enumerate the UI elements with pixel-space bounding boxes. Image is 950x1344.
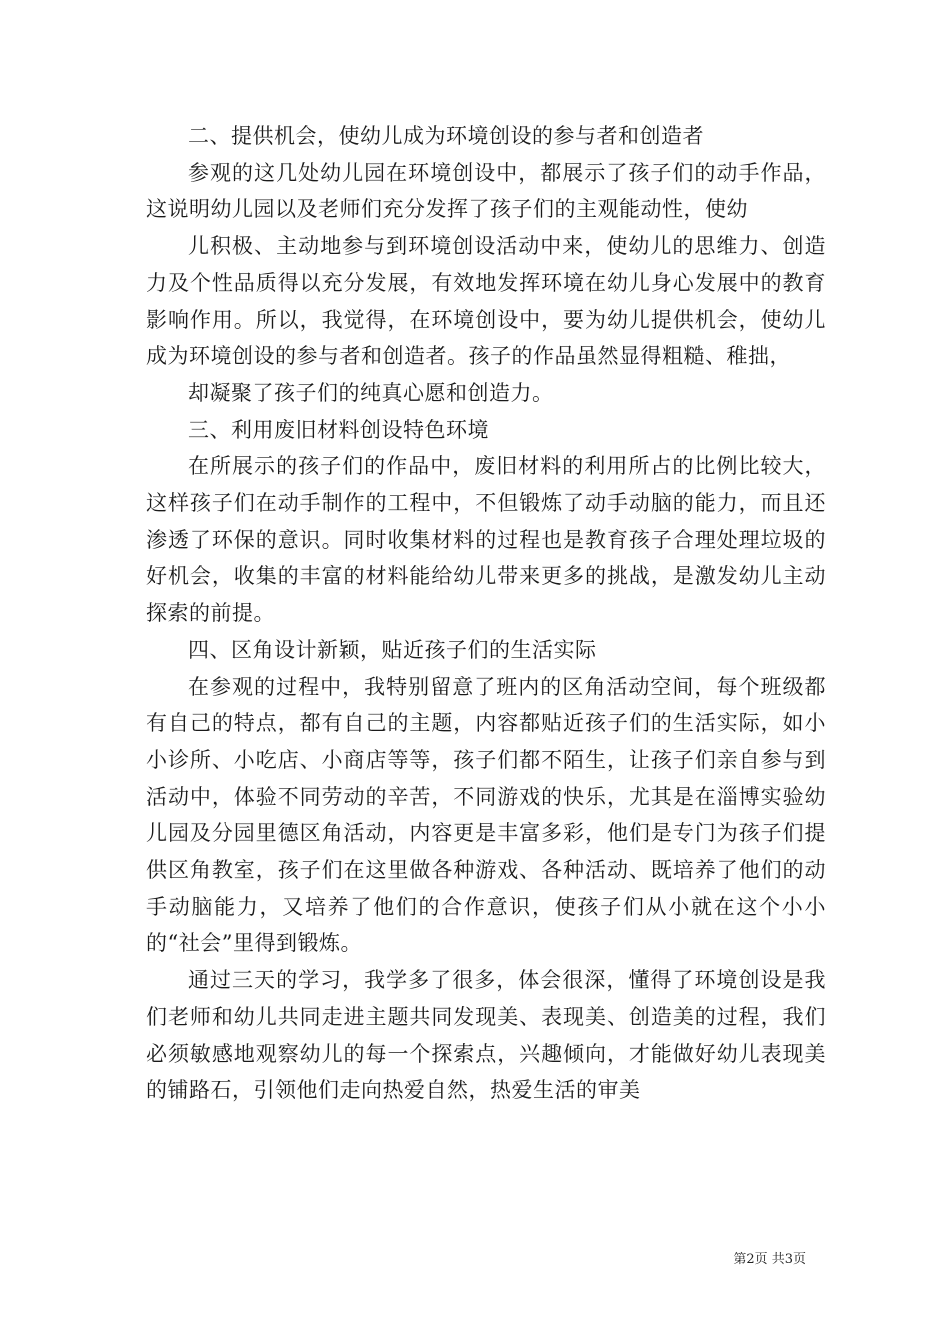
paragraph: 儿积极、主动地参与到环境创设活动中来，使幼儿的思维力、创造力及个性品质得以充分发展，有效地发挥环境在幼儿身心发展中的教育影响作用。所以，我觉得，在环境创设中，要为幼儿提供机会，使幼儿成为环境创设的参与者和创造者。孩子的作品虽然显得粗糙、稚拙， [146, 234, 826, 369]
document-body [146, 118, 826, 1109]
heading-section-2: 二、提供机会，使幼儿成为环境创设的参与者和创造者 [188, 124, 704, 148]
paragraph: 在所展示的孩子们的作品中，废旧材料的利用所占的比例比较大，这样孩子们在动手制作的工程中，不但锻炼了动手动脑的能力，而且还渗透了环保的意识。同时收集材料的过程也是教育孩子合理处理垃圾的好机会，收集的丰富的材料能给幼儿带来更多的挑战，是激发幼儿主动探索的前提。 [146, 454, 826, 626]
paragraph: 却凝聚了孩子们的纯真心愿和创造力。 [188, 380, 554, 405]
page-number: 第2页 共3页 [733, 1252, 806, 1267]
paragraph: 参观的这几处幼儿园在环境创设中，都展示了孩子们的动手作品，这说明幼儿园以及老师们充分发挥了孩子们的主观能动性，使幼 [146, 160, 826, 222]
heading-section-4: 四、区角设计新颖，贴近孩子们的生活实际 [188, 637, 597, 662]
heading-section-3: 三、利用废旧材料创设特色环境 [188, 417, 489, 442]
paragraph: 通过三天的学习，我学多了很多，体会很深，懂得了环境创设是我们老师和幼儿共同走进主题共同发现美、表现美、创造美的过程，我们必须敏感地观察幼儿的每一个探索点，兴趣倾向，才能做好幼儿表现美的铺路石，引领他们走向热爱自然，热爱生活的审美 [146, 968, 826, 1103]
paragraph: 在参观的过程中，我特别留意了班内的区角活动空间，每个班级都有自己的特点，都有自己的主题，内容都贴近孩子们的生活实际，如小小诊所、小吃店、小商店等等，孩子们都不陌生，让孩子们亲自参与到活动中，体验不同劳动的辛苦，不同游戏的快乐，尤其是在淄博实验幼儿园及分园里德区角活动，内容更是丰富多彩，他们是专门为孩子们提供区角教室，孩子们在这里做各种游戏、各种活动、既培养了他们的动手动脑能力，又培养了他们的合作意识，使孩子们从小就在这个小小的“社会”里得到锻炼。 [146, 674, 826, 956]
